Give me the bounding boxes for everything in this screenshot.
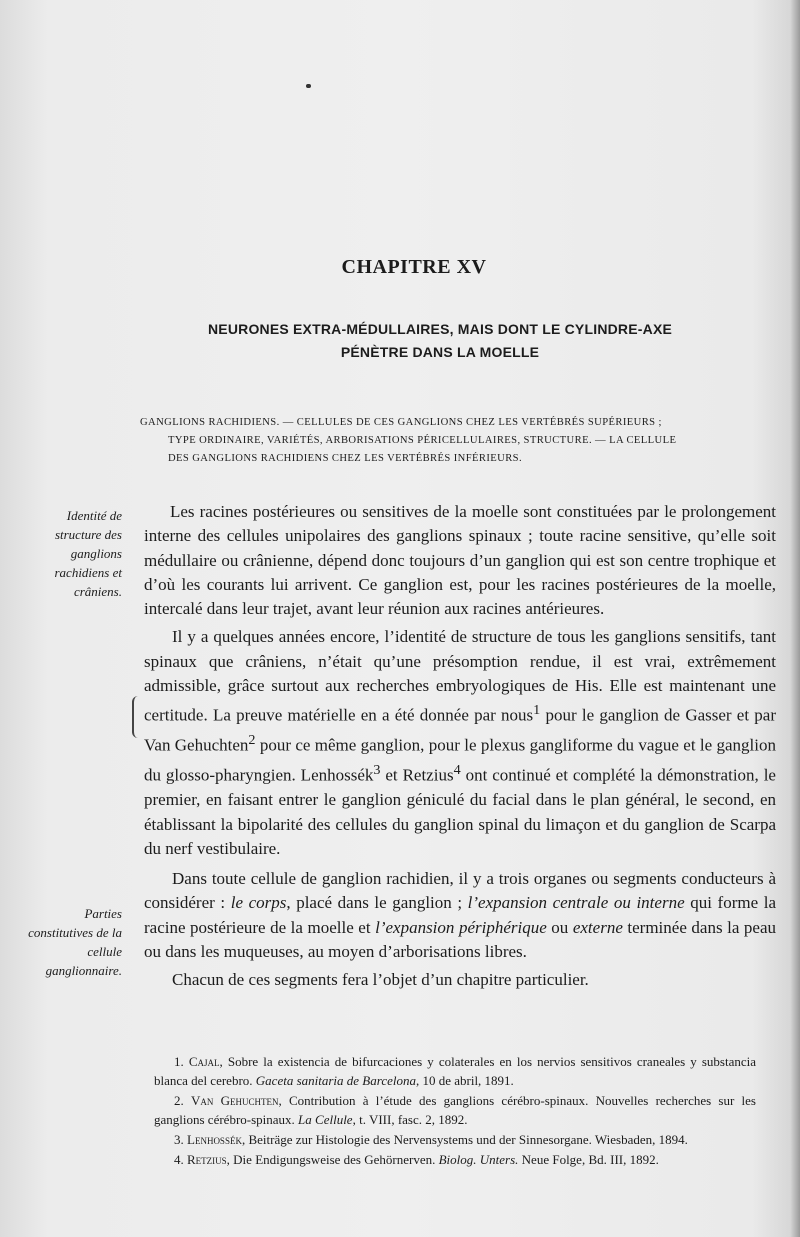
chapter-subtitle-line1: NEURONES EXTRA-MÉDULLAIRES, MAIS DONT LE CYLINDRE-AXE [207,321,673,337]
footnote-3-author: Lenhossék [187,1132,242,1147]
paragraph-2-part-b: pour le ganglion de Gasser et par Van Gehuchten [144,706,776,755]
chapter-subtitle-line2: PÉNÈTRE DANS LA MOELLE [340,344,540,360]
term-corps: le corps [230,893,287,913]
footnote-1-number: 1. [174,1054,189,1069]
margin-note-parts: Parties constitutives de la cellule ganglionnaire. [28,906,122,978]
chapter-summary [140,414,770,468]
paragraph-2-part-c: pour ce même ganglion, pour le plexus gangliforme du vague et le ganglion du glosso-pharyngien. Lenhossék [144,735,777,785]
footnote-2-journal: La Cellule [298,1112,353,1127]
paragraph-3 [144,867,776,964]
footnote-ref-4: 4 [453,762,461,779]
footnote-3-number: 3. [174,1132,187,1147]
footnotes [154,1052,756,1169]
footnote-2 [154,1091,756,1129]
footnote-4 [154,1150,756,1169]
paragraph-3-part-d: ou [546,917,573,937]
footnote-1-text: , Sobre la existencia de bifurcaciones y colaterales en los nervios sensitivos craneales y substancia blanca del cerebro. [154,1054,757,1088]
footnote-4-text: , Die Endigungsweise des Gehörnerven. [226,1152,439,1167]
chapter-subtitle [150,318,730,364]
paragraph-2-part-e: ont continué et complété la démonstration, le premier, en faisant entrer le ganglion géniculé du facial dans le plan général, le second, en établissant la bipolarité des cellules du ganglion spinal du limaçon et du ganglion de Scarpa du nerf vestibulaire. [144,765,776,858]
paragraph-2-part-a: Il y a quelques années encore, l’identité de structure de tous les ganglions sensitifs, tant spinaux que crâniens, n’était qu’une présomption rendue, il est vrai, extrêmement admissible, grâce surtout aux recherches embryologiques de His. Elle est maintenant une certitude. La preuve matérielle en a été donnée par nous [144,627,776,726]
footnote-2-text: , Contribution à l’étude des ganglions cérébro-spinaux. Nouvelles recherches sur les ganglions cérébro-spinaux. [154,1093,756,1127]
paragraph-1: Les racines postérieures ou sensitives de la moelle sont constituées par le prolongement interne des cellules unipolaires des ganglions spinaux ; toute racine sensitive, qu’elle soit médullaire ou crânienne, dépend donc toujours d’un ganglion qui est son centre trophique et d’où les courants lui arrivent. Ce ganglion est, pour les racines postérieures de la moelle, intercalé dans leur trajet, avant leur réunion aux racines antérieures. [144,502,776,619]
summary-line1: GANGLIONS RACHIDIENS. — CELLULES DE CES GANGLIONS CHEZ LES VERTÉBRÉS SUPÉRIEURS ; [140,417,662,428]
paragraph-3-part-a: Dans toute cellule de ganglion rachidien, il y a trois organes ou segments conducteurs à considérer : [144,869,776,913]
paragraph-2 [144,625,776,861]
footnote-4-journal: Biolog. Unters. [438,1152,519,1167]
term-expansion-centrale: l’expansion centrale ou interne [467,893,685,913]
ink-mark [306,84,311,88]
paragraph-3-part-c: qui forme la racine postérieure de la moelle et [144,893,776,937]
chapter-title: CHAPITRE XV [341,256,487,278]
margin-bracket-mark [132,696,140,738]
paragraph-3-part-e: terminée dans la peau ou dans les muqueuses, au moyen d’arborisations libres. [144,917,776,962]
footnote-2-end: , t. VIII, fasc. 2, 1892. [352,1112,468,1127]
footnote-3-text: , Beiträge zur Histologie des Nervensystems und der Sinnesorgane. Wiesbaden, 1894. [241,1132,688,1147]
footnote-1-journal: Gaceta sanitaria de Barcelona [255,1073,416,1088]
paragraph-4: Chacun de ces segments fera l’objet d’un chapitre particulier. [172,970,589,990]
footnote-4-number: 4. [174,1152,187,1167]
footnote-1-author: Cajal [188,1054,220,1069]
main-text [144,500,776,993]
footnote-1-end: , 10 de abril, 1891. [415,1073,514,1088]
paragraph-3-part-b: , placé dans le ganglion ; [286,893,468,913]
footnote-ref-3: 3 [373,762,381,779]
paragraph-2-part-d: et Retzius [380,765,454,785]
summary-line2: TYPE ORDINAIRE, VARIÉTÉS, ARBORISATIONS PÉRICELLULAIRES, STRUCTURE. — LA CELLULE [168,435,677,446]
term-externe: externe [572,917,623,937]
footnote-ref-2: 2 [248,732,256,749]
footnote-ref-1: 1 [533,702,541,719]
footnote-3 [154,1130,756,1149]
footnote-2-author: Van Gehuchten [191,1093,279,1108]
footnote-4-end: Neue Folge, Bd. III, 1892. [518,1152,659,1167]
footnote-1 [154,1052,756,1090]
summary-line3: DES GANGLIONS RACHIDIENS CHEZ LES VERTÉBRÉS INFÉRIEURS. [168,453,523,464]
margin-note-identity: Identité de structure des ganglions rachidiens et crâniens. [54,508,122,599]
term-expansion-peripherique: l’expansion périphérique [375,917,547,937]
footnote-2-number: 2. [174,1093,191,1108]
page-edge-shadow [790,0,800,1237]
footnote-4-author: Retzius [187,1152,227,1167]
